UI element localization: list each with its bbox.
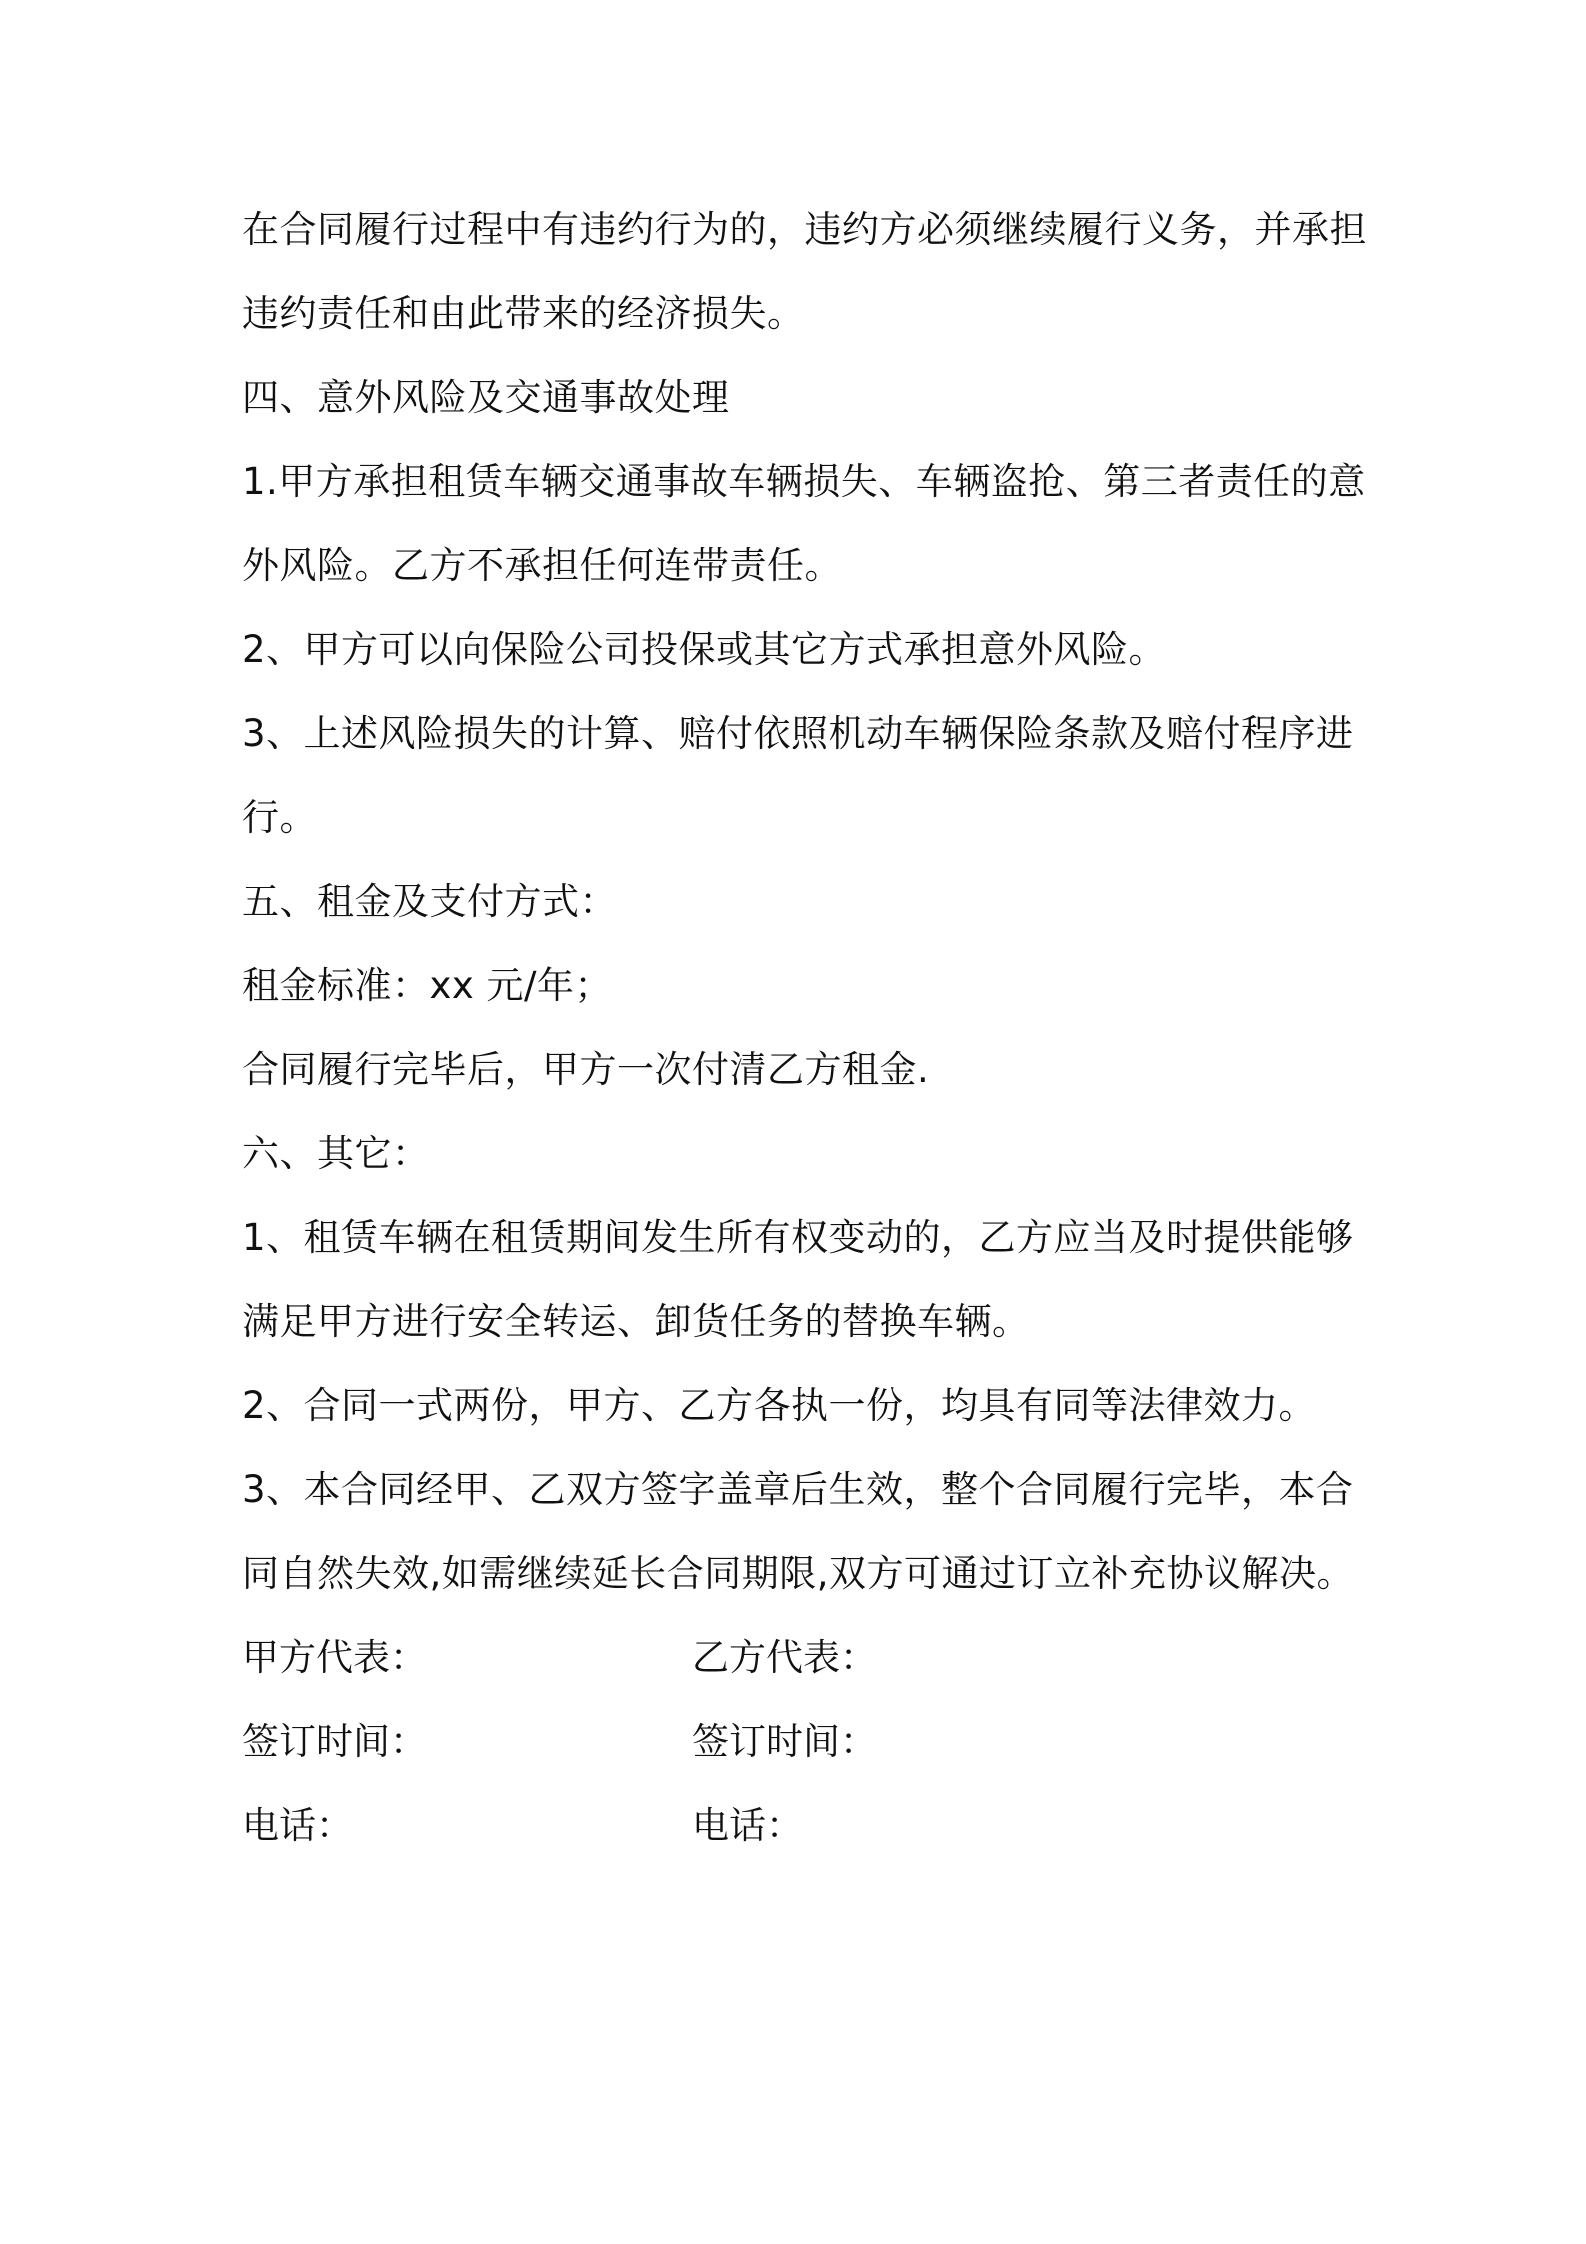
paragraph-line: 2、合同一式两份，甲方、乙方各执一份，均具有同等法律效力。 — [242, 1384, 1317, 1427]
paragraph-line: 违约责任和由此带来的经济损失。 — [242, 292, 805, 335]
signature-row-phone — [242, 1802, 1352, 1850]
section-heading: 六、其它： — [242, 1132, 430, 1175]
paragraph-line: 3、上述风险损失的计算、赔付依照机动车辆保险条款及赔付程序进 — [242, 712, 1354, 755]
signature-row-representative — [242, 1634, 1352, 1682]
paragraph-line: 2、甲方可以向保险公司投保或其它方式承担意外风险。 — [242, 628, 1167, 671]
section-heading: 五、租金及支付方式： — [242, 880, 617, 923]
party-b-phone-label: 电话： — [692, 1804, 803, 1847]
party-b-representative-label: 乙方代表： — [692, 1636, 877, 1679]
section-heading: 四、意外风险及交通事故处理 — [242, 376, 730, 419]
paragraph-line: 租金标准：xx 元/年； — [242, 964, 613, 1007]
paragraph-line: 行。 — [242, 796, 317, 839]
paragraph-line: 满足甲方进行安全转运、卸货任务的替换车辆。 — [242, 1300, 1030, 1343]
party-a-phone-label: 电话： — [242, 1804, 353, 1847]
paragraph-line: 1、租赁车辆在租赁期间发生所有权变动的，乙方应当及时提供能够 — [242, 1216, 1354, 1259]
paragraph-line: 1.甲方承担租赁车辆交通事故车辆损失、车辆盗抢、第三者责任的意 — [242, 460, 1366, 503]
party-a-representative-label: 甲方代表： — [242, 1636, 427, 1679]
party-a-date-label: 签订时间： — [242, 1720, 427, 1763]
paragraph-line: 外风险。乙方不承担任何连带责任。 — [242, 544, 842, 587]
paragraph-line: 合同履行完毕后，甲方一次付清乙方租金. — [242, 1048, 930, 1091]
signature-row-date — [242, 1718, 1352, 1766]
paragraph-line: 同自然失效,如需继续延长合同期限,双方可通过订立补充协议解决。 — [242, 1552, 1355, 1595]
paragraph-line: 3、本合同经甲、乙双方签字盖章后生效，整个合同履行完毕，本合 — [242, 1468, 1354, 1511]
paragraph-line: 在合同履行过程中有违约行为的，违约方必须继续履行义务，并承担 — [242, 208, 1367, 251]
party-b-date-label: 签订时间： — [692, 1720, 877, 1763]
